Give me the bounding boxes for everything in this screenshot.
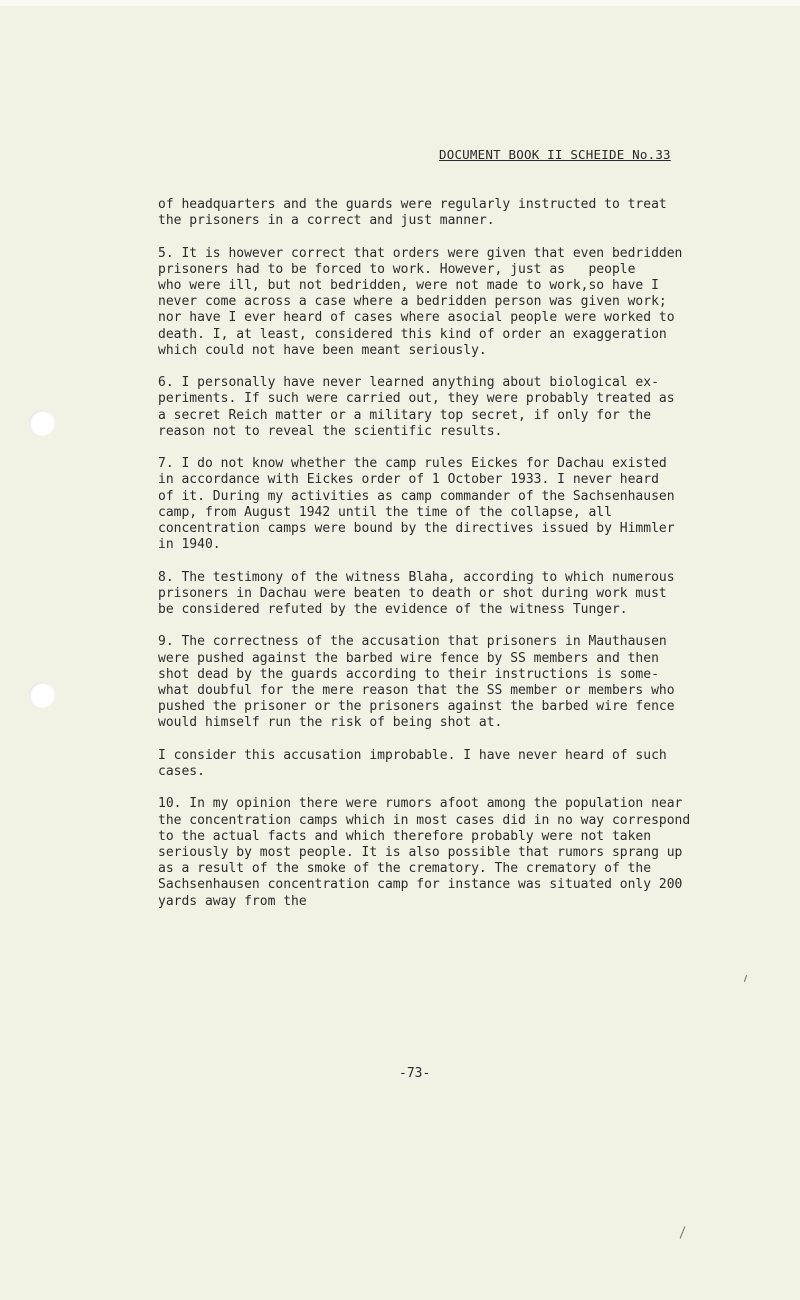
text-line: cases.	[158, 764, 205, 780]
text-line: who were ill, but not bedridden, were not made to work,so have I	[158, 278, 659, 293]
text-line: prisoners in Dachau were beaten to death or shot during work must	[158, 585, 667, 601]
punch-hole-upper	[29, 410, 55, 436]
text-line: the concentration camps which in most cases did in no way correspond	[158, 812, 691, 828]
text-line: in accordance with Eickes order of 1 October 1933. I never heard	[158, 472, 659, 488]
document-header: DOCUMENT BOOK II SCHEIDE No.33	[439, 147, 671, 162]
text-line: in 1940.	[158, 537, 221, 553]
document-body	[158, 197, 738, 926]
text-line: were pushed against the barbed wire fence by SS members and then	[158, 650, 659, 666]
text-line: 9. The correctness of the accusation that prisoners in Mauthausen	[158, 634, 667, 650]
text-line: of it. During my activities as camp commander of the Sachsenhausen	[158, 488, 675, 504]
text-line: I consider this accusation improbable. I have never heard of such	[158, 747, 667, 763]
paragraph-8	[158, 570, 738, 619]
text-line: pushed the prisoner or the prisoners against the barbed wire fence	[158, 699, 675, 715]
text-line: concentration camps were bound by the directives issued by Himmler	[158, 521, 675, 537]
text-line: yards away from the	[158, 893, 307, 909]
text-line: 7. I do not know whether the camp rules Eickes for Dachau existed	[158, 456, 667, 472]
text-line: death. I, at least, considered this kind of order an exaggeration	[158, 326, 667, 342]
paragraph-5	[158, 246, 738, 359]
text-line: 6. I personally have never learned anything about biological ex-	[158, 375, 659, 391]
text-line: to the actual facts and which therefore probably were not taken	[158, 828, 652, 844]
text-line: would himself run the risk of being shot at.	[158, 715, 503, 731]
text-line: a secret Reich matter or a military top secret, if only for the	[158, 407, 652, 423]
text-line: be considered refuted by the evidence of the witness Tunger.	[158, 602, 628, 618]
page-number: -73-	[399, 1066, 431, 1081]
text-line: nor have I ever heard of cases where asocial people were worked to	[158, 310, 675, 326]
text-line: 5. It is however correct that orders were given that even bedridden	[158, 245, 683, 261]
text-line: reason not to reveal the scientific results.	[158, 423, 503, 439]
paragraph-10	[158, 796, 738, 909]
text-line: as a result of the smoke of the crematory. The crematory of the	[158, 861, 652, 877]
punch-hole-lower	[29, 682, 55, 708]
text-line: of headquarters and the guards were regularly instructed to treat	[158, 197, 667, 212]
text-line: which could not have been meant seriously.	[158, 342, 487, 358]
stray-ink-mark	[744, 975, 747, 982]
stray-ink-mark	[680, 1226, 686, 1238]
text-line: camp, from August 1942 until the time of the collapse, all	[158, 504, 612, 520]
text-line: prisoners had to be forced to work. However, just as people	[158, 261, 636, 277]
page-top-edge	[0, 0, 800, 6]
text-line: Sachsenhausen concentration camp for instance was situated only 200	[158, 877, 683, 893]
paragraph-7	[158, 456, 738, 553]
text-line: shot dead by the guards according to their instructions is some-	[158, 666, 659, 682]
text-line: 8. The testimony of the witness Blaha, according to which numerous	[158, 569, 675, 585]
paragraph-6	[158, 375, 738, 440]
text-line: 10. In my opinion there were rumors afoot among the population near	[158, 796, 683, 812]
paragraph-9	[158, 634, 738, 731]
paragraph-9-conclusion	[158, 748, 738, 780]
paragraph-continuation	[158, 197, 738, 229]
text-line: what doubful for the mere reason that the SS member or members who	[158, 683, 675, 699]
text-line: periments. If such were carried out, they were probably treated as	[158, 391, 675, 407]
text-line: never come across a case where a bedridden person was given work;	[158, 294, 667, 310]
text-line: the prisoners in a correct and just manner.	[158, 213, 495, 229]
text-line: seriously by most people. It is also possible that rumors sprang up	[158, 845, 683, 861]
